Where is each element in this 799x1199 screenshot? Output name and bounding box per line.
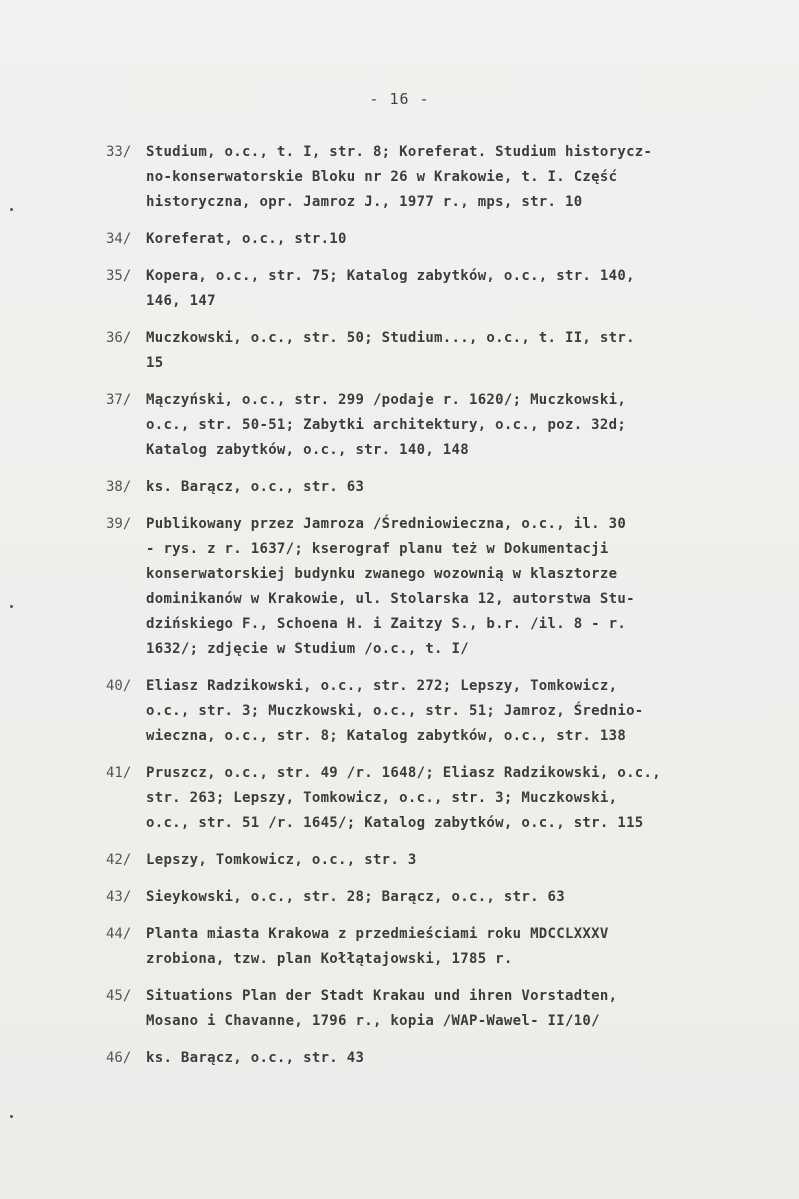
footnotes-list [106,140,766,1083]
footnote-line: Mączyński, o.c., str. 299 /podaje r. 1620/; Muczkowski, [146,392,627,408]
footnote-line: zrobiona, tzw. plan Kołłątajowski, 1785 r. [146,951,513,967]
footnote-line: Planta miasta Krakowa z przedmieściami roku MDCCLXXXV [146,926,609,942]
footnote-line: 146, 147 [146,293,216,309]
footnote [106,885,766,910]
footnote-text [146,264,766,314]
page-number: - 16 - [369,90,430,108]
footnote-text [146,512,766,662]
footnote [106,922,766,972]
footnote-number: 42/ [106,852,132,868]
footnote-text [146,475,766,500]
footnote-text [146,1046,766,1071]
footnote [106,512,766,662]
footnote-line: Studium, o.c., t. I, str. 8; Koreferat. Studium historycz- [146,144,653,160]
footnote-line: Mosano i Chavanne, 1796 r., kopia /WAP-Wawel- II/10/ [146,1013,600,1029]
footnote-line: dzińskiego F., Schoena H. i Zaitzy S., b.r. /il. 8 - r. [146,616,627,632]
footnote [106,984,766,1034]
margin-dot [10,605,13,608]
footnote-number: 39/ [106,516,132,532]
footnote-text [146,761,766,836]
footnote-line: Koreferat, o.c., str.10 [146,231,347,247]
footnote-text [146,227,766,252]
footnote-line: no-konserwatorskie Bloku nr 26 w Krakowie, t. I. Część [146,169,618,185]
footnote-line: historyczna, opr. Jamroz J., 1977 r., mps, str. 10 [146,194,583,210]
footnote-line: 1632/; zdjęcie w Studium /o.c., t. I/ [146,641,469,657]
margin-dot [10,208,13,211]
footnote-line: str. 263; Lepszy, Tomkowicz, o.c., str. 3; Muczkowski, [146,790,618,806]
footnote-number: 40/ [106,678,132,694]
footnote-line: Eliasz Radzikowski, o.c., str. 272; Lepszy, Tomkowicz, [146,678,618,694]
footnote-text [146,140,766,215]
footnote-text [146,848,766,873]
footnote-number: 33/ [106,144,132,160]
footnote-number: 34/ [106,231,132,247]
footnote-line: Situations Plan der Stadt Krakau und ihren Vorstadten, [146,988,618,1004]
footnote-number: 37/ [106,392,132,408]
footnote-number: 43/ [106,889,132,905]
footnote [106,475,766,500]
footnote-line: Katalog zabytków, o.c., str. 140, 148 [146,442,469,458]
footnote-line: konserwatorskiej budynku zwanego wozownią w klasztorze [146,566,618,582]
footnote [106,264,766,314]
footnote-line: - rys. z r. 1637/; kserograf planu też w Dokumentacji [146,541,609,557]
footnote-line: wieczna, o.c., str. 8; Katalog zabytków, o.c., str. 138 [146,728,627,744]
footnote [106,674,766,749]
footnote-number: 38/ [106,479,132,495]
footnote-number: 44/ [106,926,132,942]
footnote [106,388,766,463]
footnote [106,227,766,252]
footnote-number: 35/ [106,268,132,284]
footnote-number: 46/ [106,1050,132,1066]
footnote-line: Lepszy, Tomkowicz, o.c., str. 3 [146,852,417,868]
footnote [106,761,766,836]
footnote-text [146,885,766,910]
footnote-line: ks. Barącz, o.c., str. 43 [146,1050,365,1066]
footnote-line: ks. Barącz, o.c., str. 63 [146,479,365,495]
footnote-number: 41/ [106,765,132,781]
footnote-text [146,674,766,749]
footnote-line: dominikanów w Krakowie, ul. Stolarska 12, autorstwa Stu- [146,591,635,607]
footnote-line: Publikowany przez Jamroza /Średniowieczna, o.c., il. 30 [146,516,627,532]
footnote-line: o.c., str. 3; Muczkowski, o.c., str. 51; Jamroz, Średnio- [146,703,644,719]
footnote-text [146,326,766,376]
footnote-line: Muczkowski, o.c., str. 50; Studium..., o.c., t. II, str. [146,330,635,346]
footnote [106,140,766,215]
footnote-text [146,388,766,463]
footnote-line: 15 [146,355,164,371]
footnote-number: 36/ [106,330,132,346]
footnote [106,326,766,376]
footnote-text [146,922,766,972]
margin-dot [10,1115,13,1118]
footnote-line: o.c., str. 50-51; Zabytki architektury, o.c., poz. 32d; [146,417,627,433]
footnote-line: Sieykowski, o.c., str. 28; Barącz, o.c., str. 63 [146,889,565,905]
footnote-line: Kopera, o.c., str. 75; Katalog zabytków, o.c., str. 140, [146,268,635,284]
footnote [106,848,766,873]
footnote-text [146,984,766,1034]
footnote-line: Pruszcz, o.c., str. 49 /r. 1648/; Eliasz Radzikowski, o.c., [146,765,661,781]
footnote-number: 45/ [106,988,132,1004]
footnote-line: o.c., str. 51 /r. 1645/; Katalog zabytków, o.c., str. 115 [146,815,644,831]
footnote [106,1046,766,1071]
